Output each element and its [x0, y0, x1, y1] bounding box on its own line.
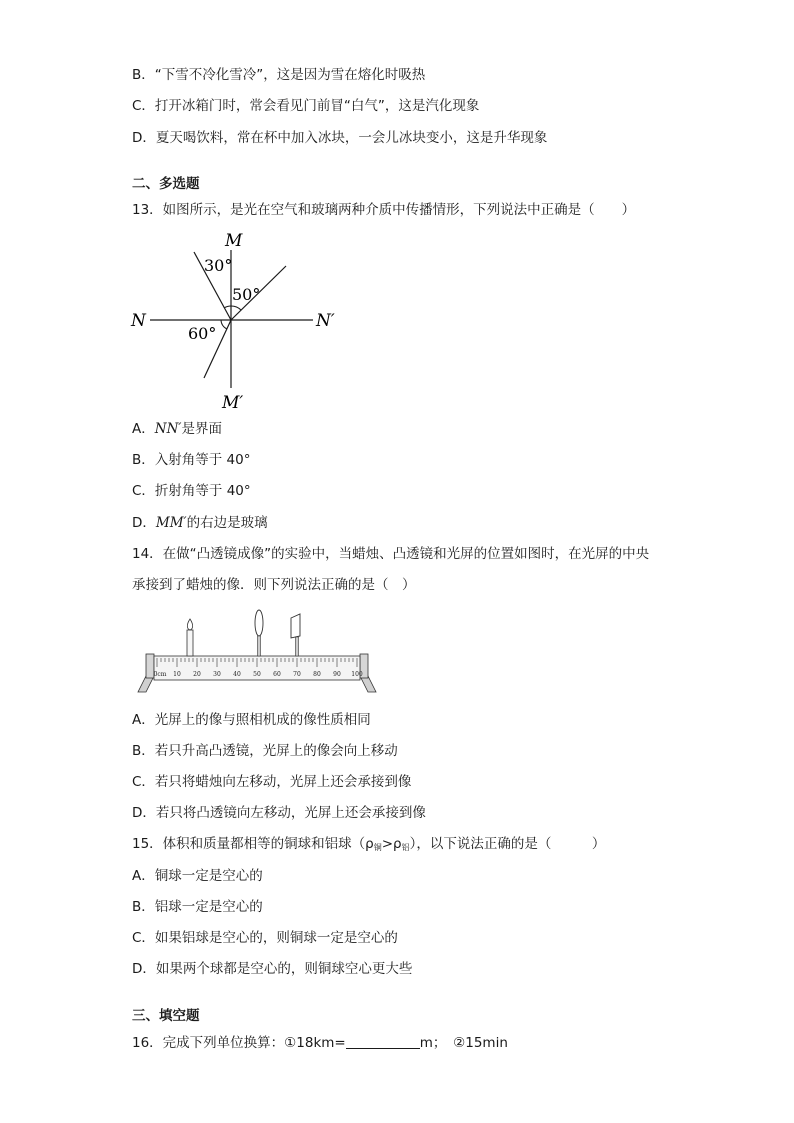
bench-tick-label: 20 — [193, 671, 201, 678]
bench-tick-label: 40 — [233, 671, 241, 678]
q14-option-c: C．若只将蜡烛向左移动，光屏上还会承接到像 — [132, 774, 412, 790]
angle-50-label: 50° — [232, 285, 261, 304]
q14-optical-bench — [128, 606, 384, 698]
q14-option-b: B．若只升高凸透镜，光屏上的像会向上移动 — [132, 743, 398, 759]
q12-option-b: B．“下雪不冷化雪冷”，这是因为雪在熔化时吸热 — [132, 67, 426, 83]
q13-light-diagram — [128, 228, 348, 413]
q15-option-d: D．如果两个球都是空心的，则铜球空心更大些 — [132, 961, 413, 977]
angle-30-label: 30° — [204, 256, 233, 275]
q16-stem: 16．完成下列单位换算：①18km= m； ②15min — [132, 1035, 508, 1051]
bench-tick-label: 50 — [253, 671, 261, 678]
q15-option-b: B．铝球一定是空心的 — [132, 899, 263, 915]
bench-tick-label: 10 — [173, 671, 181, 678]
q14-option-a: A．光屏上的像与照相机成的像性质相同 — [132, 712, 371, 728]
q14-stem-line1: 14．在做“凸透镜成像”的实验中，当蜡烛、凸透镜和光屏的位置如图时，在光屏的中央 — [132, 546, 650, 562]
bench-left-leg — [138, 676, 154, 692]
label-n: N — [131, 311, 146, 331]
section-title-multiple-choice: 二、多选题 — [132, 176, 200, 192]
q13-stem: 13．如图所示，是光在空气和玻璃两种介质中传播情形，下列说法中正确是（ ） — [132, 202, 636, 218]
bench-right-leg — [360, 676, 376, 692]
label-n-prime: N′ — [316, 311, 335, 331]
q15-stem: 15．体积和质量都相等的铜球和铝球$(\rho_铜>\rho_铝)$，以下说法正确的是（ ） — [132, 836, 606, 852]
angle-arc-50 — [231, 306, 241, 310]
screen-holder — [296, 637, 299, 656]
bench-tick-label: 90 — [333, 671, 341, 678]
section-title-fill-in: 三、填空题 — [132, 1008, 200, 1024]
q15-option-a: A．铜球一定是空心的 — [132, 868, 263, 884]
label-m-prime: M′ — [222, 393, 244, 413]
q14-stem-line2: 承接到了蜡烛的像．则下列说法正确的是（ ） — [132, 577, 416, 593]
label-m: M — [225, 231, 243, 251]
angle-arc-60 — [221, 320, 227, 329]
q14-option-d: D．若只将凸透镜向左移动，光屏上还会承接到像 — [132, 805, 426, 821]
angle-arc-30 — [224, 306, 231, 308]
bench-tick-label: 60 — [273, 671, 281, 678]
candle — [187, 630, 193, 656]
candle-flame — [187, 619, 192, 630]
bench-tick-label: 30 — [213, 671, 221, 678]
light-screen — [291, 614, 300, 638]
bench-tick-label: 70 — [293, 671, 301, 678]
q12-option-c: C．打开冰箱门时，常会看见门前冒“白气”，这是汽化现象 — [132, 98, 480, 114]
q13-option-c: C．折射角等于 40° — [132, 483, 251, 499]
q13-option-d: D．MM′的右边是玻璃 — [132, 515, 268, 531]
q13-option-b: B．入射角等于 40° — [132, 452, 251, 468]
q12-option-d: D．夏天喝饮料，常在杯中加入冰块，一会儿冰块变小，这是升华现象 — [132, 130, 548, 146]
angle-60-label: 60° — [188, 324, 217, 343]
q15-option-c: C．如果铝球是空心的，则铜球一定是空心的 — [132, 930, 398, 946]
lens-holder — [258, 636, 261, 656]
q13-option-a: A．NN′是界面 — [132, 421, 222, 437]
bench-tick-label: 100 — [351, 671, 363, 678]
bench-tick-label: 80 — [313, 671, 321, 678]
convex-lens — [255, 610, 263, 636]
q16-answer-blank[interactable] — [346, 1034, 420, 1049]
bench-tick-label: 0cm — [153, 671, 167, 678]
